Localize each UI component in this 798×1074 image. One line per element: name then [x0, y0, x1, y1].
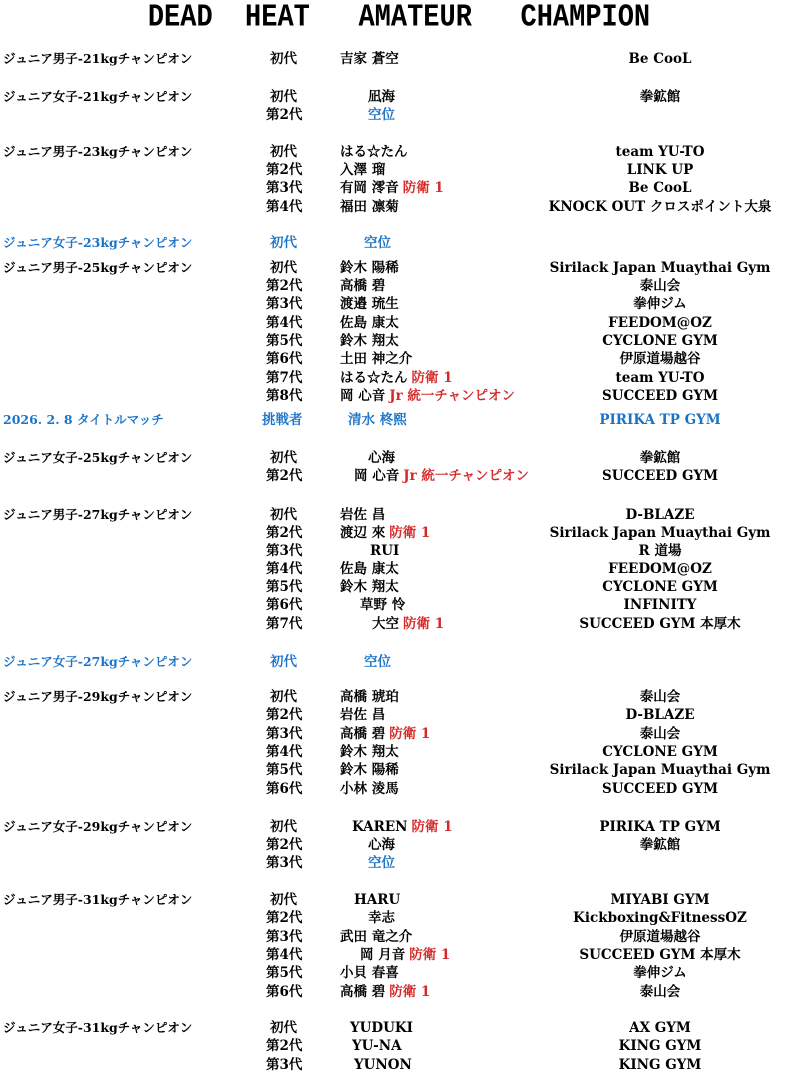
champion-name: [340, 369, 453, 387]
generation-label: 第6代: [266, 597, 303, 613]
generation-label: 第2代: [266, 107, 303, 123]
generation-label: 初代: [270, 819, 297, 835]
gym-name: Be CooL: [628, 51, 692, 67]
generation-label: 第3代: [266, 543, 303, 559]
champion-name: [368, 909, 395, 927]
champion-name: [364, 234, 391, 252]
gym-name: 伊原道場越谷: [619, 929, 701, 945]
champion-name: [340, 964, 399, 982]
champion-name-text: 吉家 蒼空: [340, 51, 399, 67]
gym-name: INFINITY: [623, 597, 697, 613]
table-row: [0, 854, 798, 872]
gym-name: SUCCEED GYM 本厚木: [579, 616, 741, 632]
champion-name: [340, 578, 399, 596]
champion-name-text: 鈴木 翔太: [340, 579, 399, 595]
table-row: [0, 946, 798, 964]
generation-label: 第6代: [266, 351, 303, 367]
champion-name-text: 土田 神之介: [340, 351, 413, 367]
table-row: [0, 106, 798, 124]
generation-label: 初代: [270, 89, 297, 105]
generation-label: 第4代: [266, 947, 303, 963]
table-row: [0, 50, 798, 68]
category-label: ジュニア女子-29kgチャンピオン: [3, 819, 193, 834]
generation-label: 第2代: [266, 837, 303, 853]
table-row: [0, 743, 798, 761]
gym-name: SUCCEED GYM 本厚木: [579, 947, 741, 963]
generation-label: 第4代: [266, 315, 303, 331]
table-row: [0, 259, 798, 277]
gym-name: KNOCK OUT クロスポイント大泉: [548, 199, 772, 215]
champion-name-text: 小林 淩馬: [340, 781, 399, 797]
champion-name-text: 佐島 康太: [340, 561, 399, 577]
generation-label: 初代: [270, 260, 297, 276]
generation-label: 第8代: [266, 388, 303, 404]
table-row: [0, 234, 798, 252]
generation-label: 第2代: [266, 162, 303, 178]
champion-name-text: 鈴木 翔太: [340, 744, 399, 760]
gym-name: KING GYM: [618, 1038, 702, 1054]
champion-name: [340, 506, 385, 524]
champion-name-text: 岩佐 昌: [340, 507, 386, 523]
champion-name-text: 佐島 康太: [340, 315, 399, 331]
generation-label: 第7代: [266, 616, 303, 632]
table-row: [0, 467, 798, 485]
champion-name-text: RUI: [370, 543, 400, 559]
gym-name: AX GYM: [629, 1020, 691, 1036]
champion-name-text: HARU: [354, 892, 401, 908]
champion-name: [340, 143, 408, 161]
gym-name: MIYABI GYM: [610, 892, 710, 908]
champion-name: [340, 387, 515, 405]
generation-label: 初代: [270, 507, 297, 523]
generation-label: 初代: [270, 654, 297, 670]
table-row: [0, 198, 798, 216]
gym-name: 伊原道場越谷: [619, 351, 701, 367]
generation-label: 第7代: [266, 370, 303, 386]
generation-label: 第4代: [266, 561, 303, 577]
table-row: [0, 560, 798, 578]
defense-badge: 防衛 1: [389, 525, 431, 541]
generation-label: 初代: [270, 1020, 297, 1036]
champion-name: [340, 560, 399, 578]
gym-name: CYCLONE GYM: [602, 744, 718, 760]
generation-label: 第3代: [266, 726, 303, 742]
generation-label: 第3代: [266, 855, 303, 871]
generation-label: 挑戦者: [262, 412, 303, 428]
champion-name: [370, 542, 399, 560]
champion-name-text: 心海: [368, 837, 395, 853]
champion-name-text: KAREN: [352, 819, 408, 835]
champion-name: [340, 277, 385, 295]
gym-name: 泰山会: [639, 984, 681, 1000]
champion-name-text: はる☆たん: [340, 370, 408, 386]
champion-name-text: 入澤 瑠: [340, 162, 386, 178]
category-label: ジュニア男子-21kgチャンピオン: [3, 51, 193, 66]
table-row: [0, 411, 798, 429]
champion-name-text: はる☆たん: [340, 144, 408, 160]
gym-name: 拳鉱館: [639, 837, 681, 853]
champion-name: [340, 179, 444, 197]
table-row: [0, 449, 798, 467]
table-row: [0, 332, 798, 350]
champion-name: [354, 467, 529, 485]
champion-name: [340, 706, 385, 724]
category-label: ジュニア男子-29kgチャンピオン: [3, 689, 193, 704]
generation-label: 第4代: [266, 744, 303, 760]
champion-name: [340, 725, 430, 743]
generation-label: 第4代: [266, 199, 303, 215]
gym-name: 泰山会: [639, 689, 681, 705]
generation-label: 初代: [270, 689, 297, 705]
generation-label: 初代: [270, 450, 297, 466]
gym-name: team YU-TO: [615, 370, 705, 386]
gym-name: Kickboxing&FitnessOZ: [573, 910, 747, 926]
generation-label: 第2代: [266, 910, 303, 926]
champion-name: [352, 1037, 402, 1055]
table-row: [0, 928, 798, 946]
table-row: [0, 780, 798, 798]
generation-label: 第2代: [266, 707, 303, 723]
gym-name: LINK UP: [626, 162, 694, 178]
table-row: [0, 653, 798, 671]
gym-name: KING GYM: [618, 1057, 702, 1073]
category-label: ジュニア女子-21kgチャンピオン: [3, 89, 193, 104]
champion-name: [348, 411, 407, 429]
table-row: [0, 161, 798, 179]
champion-name: [340, 688, 399, 706]
defense-badge: 防衛 1: [402, 180, 444, 196]
champion-name: [354, 891, 400, 909]
gym-name: D-BLAZE: [625, 507, 695, 523]
champion-name-text: 空位: [364, 235, 391, 251]
gym-name: 拳鉱館: [639, 450, 681, 466]
generation-label: 第3代: [266, 296, 303, 312]
gym-name: PIRIKA TP GYM: [599, 412, 721, 428]
table-row: [0, 909, 798, 927]
defense-badge: Jr 統一チャンピオン: [389, 388, 515, 404]
champion-name-text: YUDUKI: [350, 1020, 413, 1036]
gym-name: Sirilack Japan Muaythai Gym: [549, 762, 771, 778]
gym-name: 泰山会: [639, 278, 681, 294]
champion-name-text: YUNON: [354, 1057, 412, 1073]
champion-name: [368, 88, 395, 106]
defense-badge: 防衛 1: [403, 616, 445, 632]
category-label: ジュニア男子-25kgチャンピオン: [3, 260, 193, 275]
champion-name: [368, 854, 395, 872]
generation-label: 第2代: [266, 1038, 303, 1054]
champion-name: [372, 615, 444, 633]
table-row: [0, 615, 798, 633]
champion-name-text: 福田 凛菊: [340, 199, 399, 215]
table-row: [0, 891, 798, 909]
champion-name-text: 空位: [368, 107, 395, 123]
table-row: [0, 596, 798, 614]
champion-name-text: 空位: [368, 855, 395, 871]
champion-name-text: 草野 怜: [360, 597, 406, 613]
champion-name-text: 武田 竜之介: [340, 929, 413, 945]
generation-label: 第2代: [266, 525, 303, 541]
defense-badge: Jr 統一チャンピオン: [403, 468, 529, 484]
gym-name: 拳伸ジム: [633, 965, 687, 981]
champion-name-text: 空位: [364, 654, 391, 670]
champion-name: [340, 743, 399, 761]
generation-label: 第2代: [266, 278, 303, 294]
generation-label: 初代: [270, 144, 297, 160]
defense-badge: 防衛 1: [411, 370, 453, 386]
generation-label: 第5代: [266, 762, 303, 778]
champion-name: [350, 1019, 413, 1037]
champion-name: [368, 836, 395, 854]
generation-label: 第3代: [266, 1057, 303, 1073]
generation-label: 初代: [270, 892, 297, 908]
table-row: [0, 277, 798, 295]
table-row: [0, 387, 798, 405]
champion-name: [340, 350, 412, 368]
gym-name: 拳伸ジム: [633, 296, 687, 312]
champion-name: [340, 780, 399, 798]
champion-name-text: 岡 心音: [354, 468, 400, 484]
gym-name: 泰山会: [639, 726, 681, 742]
category-label: ジュニア男子-27kgチャンピオン: [3, 507, 193, 522]
table-row: [0, 524, 798, 542]
generation-label: 第5代: [266, 333, 303, 349]
champion-name: [340, 259, 399, 277]
table-row: [0, 761, 798, 779]
champion-name: [360, 596, 405, 614]
gym-name: SUCCEED GYM: [601, 468, 719, 484]
champion-name-text: 高橋 琥珀: [340, 689, 399, 705]
table-row: [0, 369, 798, 387]
champion-name: [364, 653, 391, 671]
champion-name: [368, 449, 395, 467]
generation-label: 第3代: [266, 929, 303, 945]
table-row: [0, 1019, 798, 1037]
champion-name: [340, 314, 399, 332]
table-row: [0, 314, 798, 332]
generation-label: 第6代: [266, 781, 303, 797]
page-title: DEAD HEAT AMATEUR CHAMPION: [147, 1, 651, 36]
category-label: ジュニア女子-25kgチャンピオン: [3, 450, 193, 465]
table-row: [0, 143, 798, 161]
gym-name: PIRIKA TP GYM: [599, 819, 721, 835]
gym-name: Sirilack Japan Muaythai Gym: [549, 525, 771, 541]
champion-name: [368, 106, 395, 124]
champion-name-text: 鈴木 翔太: [340, 333, 399, 349]
table-row: [0, 350, 798, 368]
gym-name: SUCCEED GYM: [601, 388, 719, 404]
defense-badge: 防衛 1: [411, 819, 453, 835]
champion-name: [340, 983, 430, 1001]
champion-name-text: 鈴木 陽稀: [340, 762, 399, 778]
champion-name: [360, 946, 450, 964]
gym-name: R 道場: [638, 543, 682, 559]
champion-name-text: 渡辺 來: [340, 525, 386, 541]
generation-label: 初代: [270, 235, 297, 251]
champion-name-text: 凪海: [368, 89, 395, 105]
champion-name-text: 有岡 澪音: [340, 180, 399, 196]
gym-name: FEEDOM@OZ: [608, 315, 712, 331]
table-row: [0, 818, 798, 836]
generation-label: 第2代: [266, 468, 303, 484]
gym-name: CYCLONE GYM: [602, 579, 718, 595]
champion-name-text: 岩佐 昌: [340, 707, 386, 723]
generation-label: 初代: [270, 51, 297, 67]
champion-name: [340, 928, 412, 946]
category-label: ジュニア女子-31kgチャンピオン: [3, 1020, 193, 1035]
gym-name: Sirilack Japan Muaythai Gym: [549, 260, 771, 276]
category-label: ジュニア男子-23kgチャンピオン: [3, 144, 193, 159]
category-label: 2026. 2. 8 タイトルマッチ: [3, 412, 164, 427]
champion-name: [340, 524, 430, 542]
table-row: [0, 688, 798, 706]
gym-name: team YU-TO: [615, 144, 705, 160]
defense-badge: 防衛 1: [409, 947, 451, 963]
champion-name-text: 高橋 碧: [340, 278, 386, 294]
category-label: ジュニア女子-23kgチャンピオン: [3, 235, 193, 250]
generation-label: 第6代: [266, 984, 303, 1000]
champion-name-text: 高橋 碧: [340, 984, 386, 1000]
champion-name-text: 清水 柊熙: [348, 412, 407, 428]
category-label: ジュニア女子-27kgチャンピオン: [3, 654, 193, 669]
champion-name: [340, 761, 399, 779]
table-row: [0, 1037, 798, 1055]
table-row: [0, 725, 798, 743]
gym-name: CYCLONE GYM: [602, 333, 718, 349]
champion-name-text: 小貝 春喜: [340, 965, 399, 981]
table-row: [0, 179, 798, 197]
table-row: [0, 836, 798, 854]
table-row: [0, 964, 798, 982]
champion-name: [340, 161, 385, 179]
champion-name-text: 岡 心音: [340, 388, 386, 404]
table-row: [0, 983, 798, 1001]
champion-name: [340, 295, 399, 313]
gym-name: FEEDOM@OZ: [608, 561, 712, 577]
gym-name: Be CooL: [628, 180, 692, 196]
champion-name: [354, 1056, 412, 1074]
gym-name: SUCCEED GYM: [601, 781, 719, 797]
champion-name-text: 渡邉 琉生: [340, 296, 399, 312]
generation-label: 第3代: [266, 180, 303, 196]
champion-name-text: 心海: [368, 450, 395, 466]
champion-name-text: 大空: [372, 616, 399, 632]
table-row: [0, 506, 798, 524]
generation-label: 第5代: [266, 579, 303, 595]
table-row: [0, 88, 798, 106]
defense-badge: 防衛 1: [389, 726, 431, 742]
champion-name-text: 幸志: [368, 910, 395, 926]
champion-name: [352, 818, 453, 836]
champion-name-text: 高橋 碧: [340, 726, 386, 742]
gym-name: 拳鉱館: [639, 89, 681, 105]
champion-name-text: 岡 月音: [360, 947, 406, 963]
table-row: [0, 542, 798, 560]
generation-label: 第5代: [266, 965, 303, 981]
table-row: [0, 706, 798, 724]
defense-badge: 防衛 1: [389, 984, 431, 1000]
table-row: [0, 578, 798, 596]
category-label: ジュニア男子-31kgチャンピオン: [3, 892, 193, 907]
champion-name: [340, 50, 399, 68]
table-row: [0, 1056, 798, 1074]
champion-name-text: 鈴木 陽稀: [340, 260, 399, 276]
champion-name: [340, 198, 399, 216]
table-row: [0, 295, 798, 313]
gym-name: D-BLAZE: [625, 707, 695, 723]
champion-name: [340, 332, 399, 350]
champion-name-text: YU-NA: [352, 1038, 402, 1054]
